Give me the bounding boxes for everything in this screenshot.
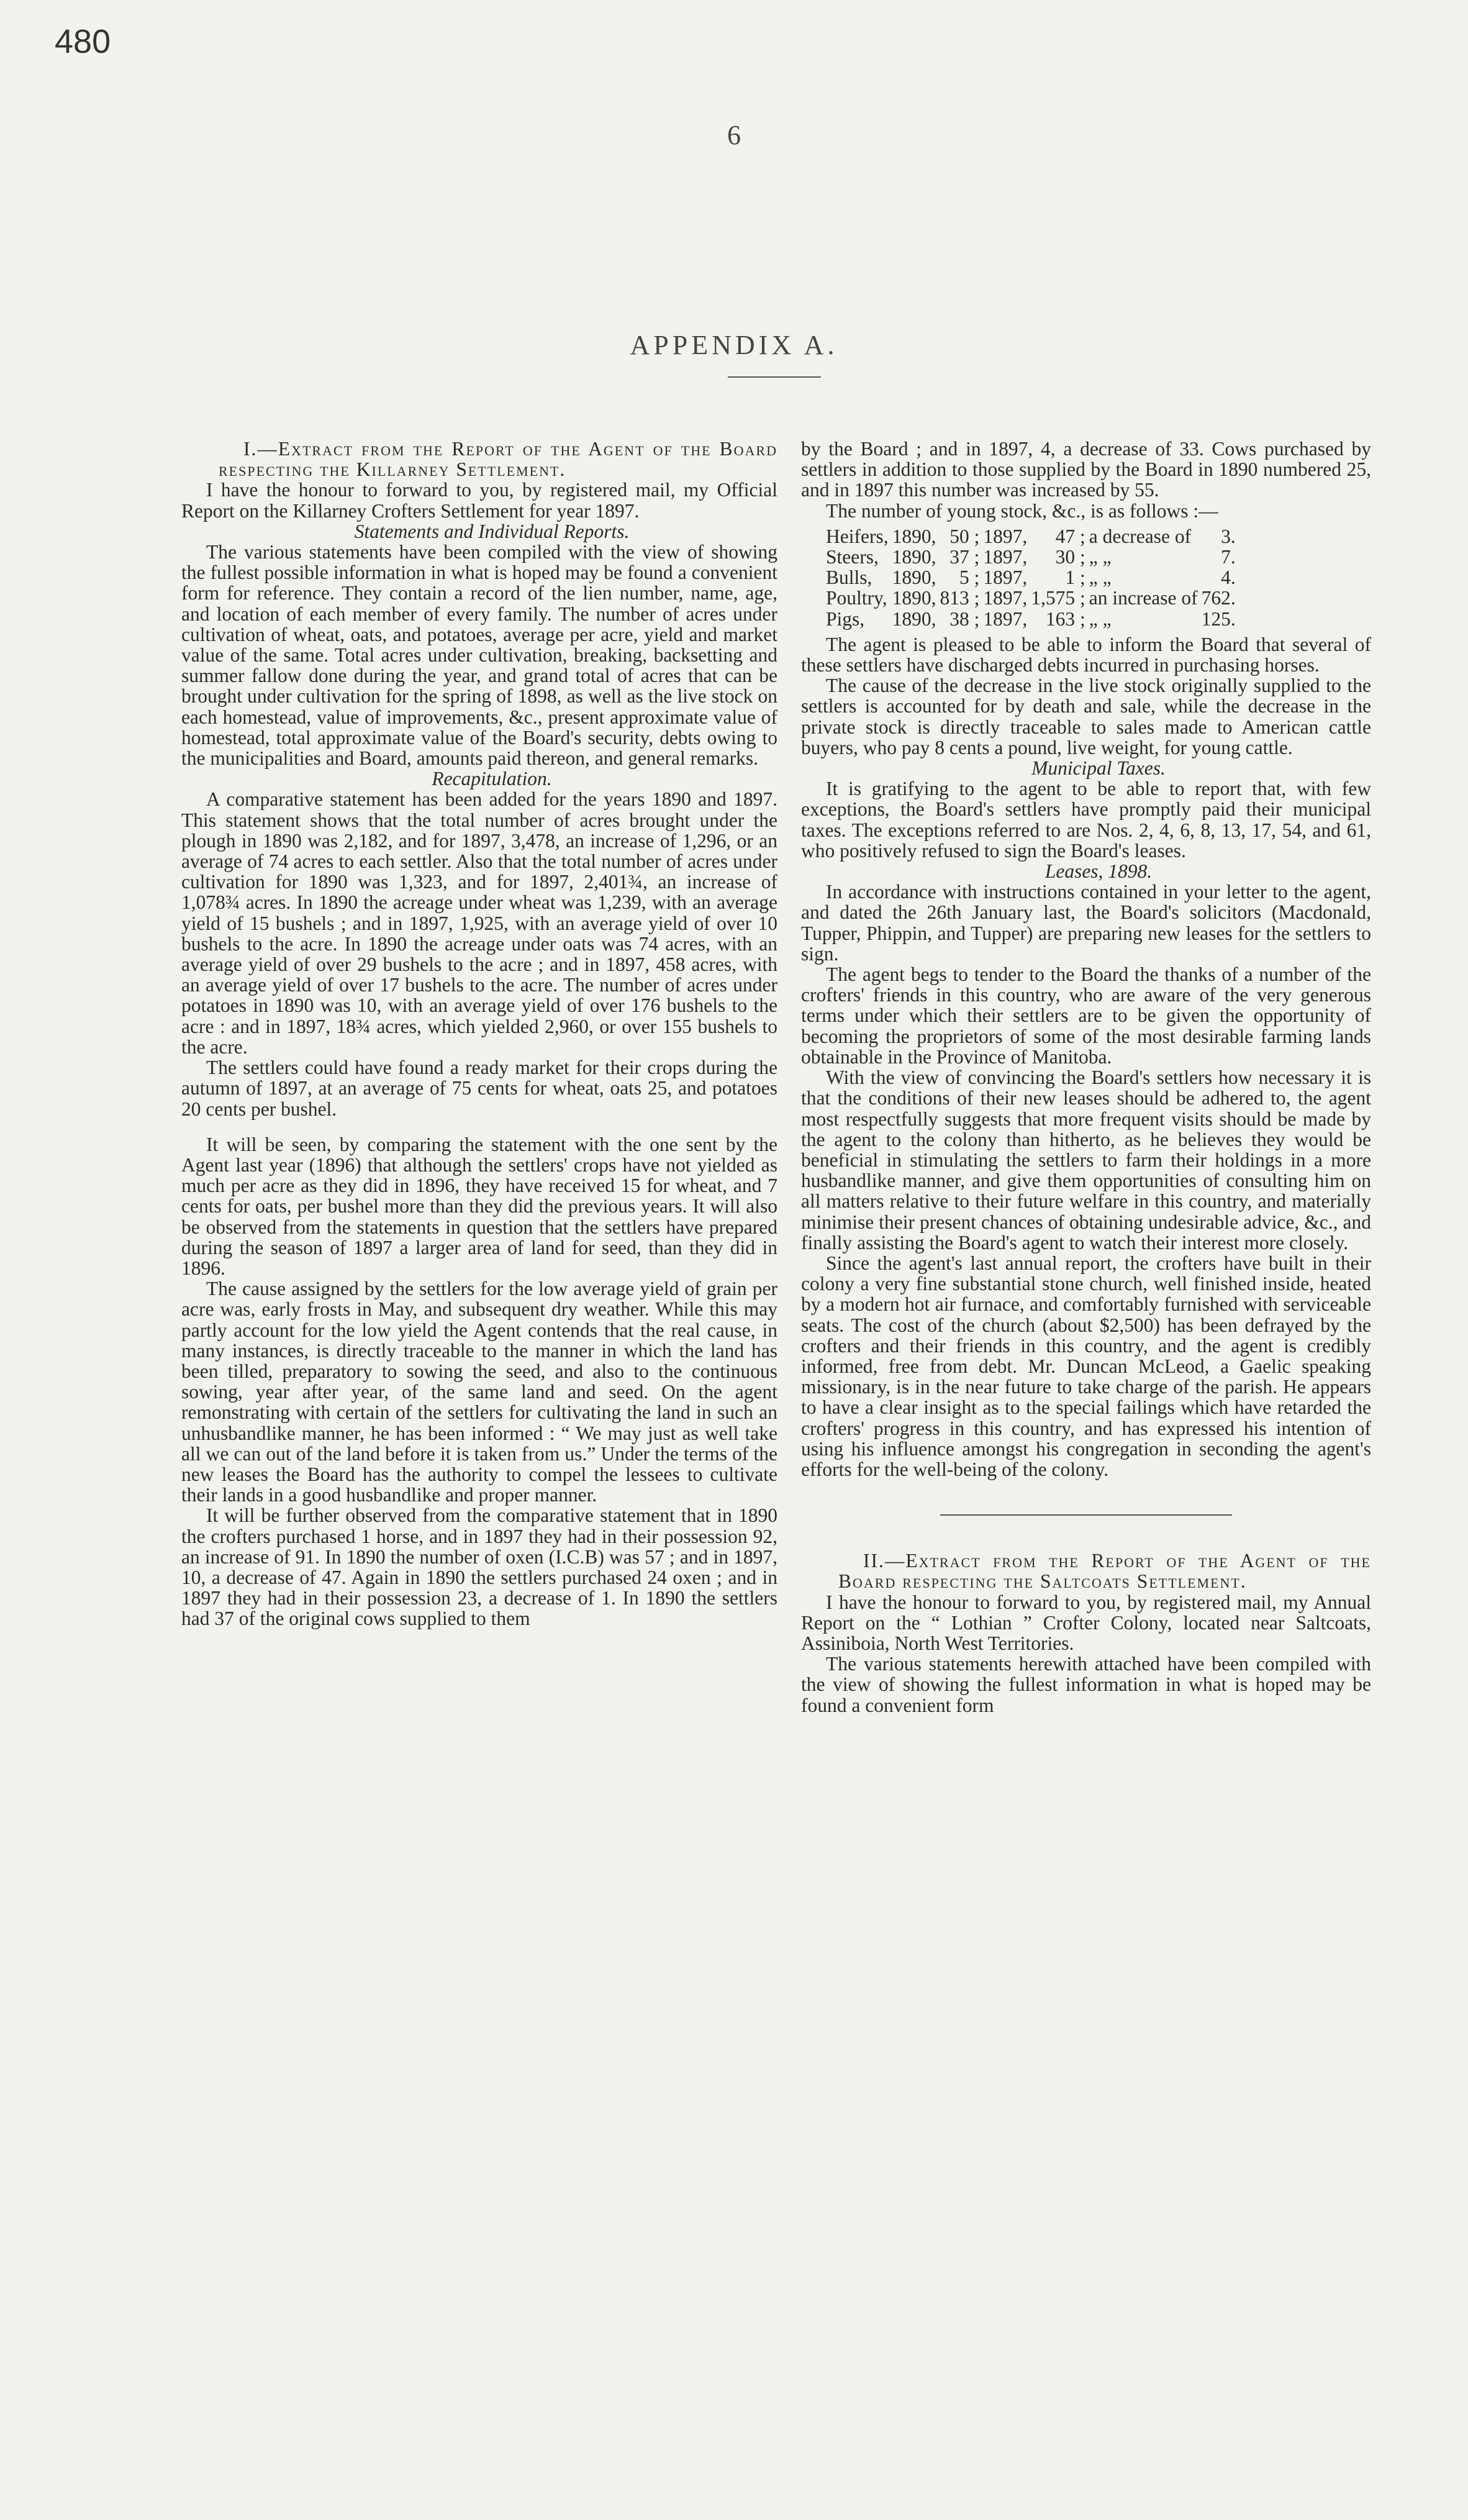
young-stock-row [826,567,1239,588]
paragraph-thanks: The agent begs to tender to the Board the thanks of a number of the crofters' friends in this country, who are aware of the very generous terms under which their settlers are to be given the opportunity of becoming the proprietors of some of the most desirable farming lands obtainable in the Province of Manitoba. [801,963,1371,1068]
paragraph-convince: With the view of convincing the Board's settlers how necessary it is that the conditions of their new leases should be adhered to, the agent most respectfully suggests that more frequent visits should be made by the agent to the colony than hitherto, as he believes they would be beneficial in stimulating the settlers to farm their holdings in a more husbandlike manner, and give them opportunities of consulting him on all matters relative to their future welfare in this country, and materially minimise their present chances of obtaining undesirable advice, &c., and finally assisting the Board's agent to watch their interest more closely. [801,1067,1371,1253]
paragraph-livestock: It will be further observed from the comparative statement that in 1890 the crofters purchased 1 horse, and in 1897 they had in their possession 92, an increase of 91. In 1890 the number of oxen (I.C.B) was 57 ; and in 1897, 10, a decrease of 47. Again in 1890 the settlers purchased 24 oxen ; and in 1897 they had in their possession 23, a decrease of 1. In 1890 the settlers had 37 of the original cows supplied to them [181,1504,777,1630]
young-stock-diff: 3. [1221,525,1236,547]
young-stock-v2: 1 ; [1065,566,1085,589]
paragraph-decrease: The cause of the decrease in the live stock originally supplied to the settlers is accounted for by death and sale, while the decrease in the private stock is directly traceable to sales made to American cattle buyers, who pay 8 cents a pound, live weight, for young cattle. [801,675,1371,758]
young-stock-y2: 1897, [983,566,1028,589]
paragraph-saltcoats: I have the honour to forward to you, by registered mail, my Annual Report on the “ Lothian ” Crofter Colony, located near Saltcoats, Assiniboia, North West Territories. [801,1591,1371,1654]
page-number: 6 [727,120,741,150]
young-stock-v2: 30 ; [1055,546,1085,568]
young-stock-v1: 813 ; [940,587,980,609]
section-heading-killarney: I.—Extract from the Report of the Agent of the Board respecting the Killarney Settlement. [219,438,777,481]
young-stock-change: „ „ [1089,607,1112,630]
paragraph-young-stock: The number of young stock, &c., is as follows :— [826,499,1218,522]
paragraph-leases: In accordance with instructions contained in your letter to the agent, and dated the 26th January last, the Board's solicitors (Macdonald, Tupper, Phippin, and Tupper) are preparing new leases for the settlers to sign. [801,881,1371,965]
young-stock-y1: 1890, [892,566,936,589]
young-stock-v2: 47 ; [1055,525,1085,547]
young-stock-kind: Pigs, [826,607,865,630]
young-stock-diff: 125. [1201,607,1236,630]
paragraph-market: The settlers could have found a ready market for their crops during the autumn of 1897, at an average of 75 cents for wheat, oats 25, and potatoes 20 cents per bushel. [181,1057,777,1120]
young-stock-kind: Bulls, [826,566,872,589]
young-stock-y1: 1890, [892,587,936,609]
young-stock-y2: 1897, [983,525,1028,547]
paragraph-cause: The cause assigned by the settlers for the low average yield of grain per acre was, early frosts in May, and subsequent dry weather. While this may partly account for the low yield the Agent contends that the real cause, in many instances, is directly traceable to the manner in which the land has been tilled, preparatory to sowing the seed, and also to the continuous sowing, year after year, of the same land and seed. On the agent remonstrating with certain of the settlers for cultivating the land in such an unhusbandlike manner, he has been informed : “ We may just as well take all we can out of the land before it is taken from us.” Under the terms of the new leases the Board has the authority to compel the lessees to cultivate their lands in a good husbandlike and proper manner. [181,1278,777,1506]
young-stock-kind: Poultry, [826,587,887,609]
appendix-title: APPENDIX A. [630,330,838,360]
young-stock-v1: 5 ; [959,566,980,589]
young-stock-v1: 37 ; [949,546,980,568]
young-stock-change: an increase of [1089,587,1198,609]
folio-number: 480 [55,23,111,60]
young-stock-change: „ „ [1089,566,1112,589]
young-stock-y1: 1890, [892,607,936,630]
young-stock-y2: 1897, [983,607,1028,630]
paragraph-various: The various statements herewith attached have been compiled with the view of showing the fullest information in what is hoped may be found a convenient form [801,1653,1371,1716]
title-rule [728,376,821,378]
young-stock-kind: Heifers, [826,525,889,547]
young-stock-row [826,609,1239,629]
subheading-statements: Statements and Individual Reports. [354,520,630,542]
section-divider [940,1514,1232,1516]
subheading-municipal-taxes: Municipal Taxes. [1031,757,1166,780]
young-stock-row [826,526,1239,547]
paragraph-taxes: It is gratifying to the agent to be able to report that, with few exceptions, the Board's settlers have promptly paid their municipal taxes. The exceptions referred to are Nos. 2, 4, 6, 8, 13, 17, 54, and 61, who positively refused to sign the Board's leases. [801,778,1371,862]
paragraph-church: Since the agent's last annual report, the crofters have built in their colony a very fine substantial stone church, well finished inside, heated by a modern hot air furnace, and comfortably furnished with serviceable seats. The cost of the church (about $2,500) has been defrayed by the crofters and their friends in this country, and the agent is credibly informed, free from debt. Mr. Duncan McLeod, a Gaelic speaking missionary, is in the near future to take charge of the parish. He appears to have a clear insight as to the special failings which have retarded the crofters' progress in this country, and has expressed his intention of using his influence amongst his congregation in seconding the agent's efforts for the well-being of the colony. [801,1252,1371,1480]
paragraph-comparison: It will be seen, by comparing the statement with the one sent by the Agent last year (1896) that although the settlers' crops have not yielded as much per acre as they did in 1896, they have received 15 for wheat, and 7 cents for oats, per bushel more than they did the previous years. It will also be observed from the statements in question that the settlers have prepared during the season of 1897 a larger area of land for seed, than they did in 1896. [181,1133,777,1279]
young-stock-y2: 1897, [983,546,1028,568]
paragraph-debts: The agent is pleased to be able to inform the Board that several of these settlers have discharged debts incurred in purchasing horses. [801,633,1371,676]
young-stock-kind: Steers, [826,546,879,568]
young-stock-v1: 38 ; [949,607,980,630]
young-stock-row [826,547,1239,567]
young-stock-diff: 762. [1201,587,1236,609]
young-stock-change: a decrease of [1089,525,1192,547]
young-stock-v1: 50 ; [949,525,980,547]
spacer [181,1119,777,1134]
young-stock-diff: 4. [1221,566,1236,589]
paragraph-intro: I have the honour to forward to you, by registered mail, my Official Report on the Killarney Crofters Settlement for year 1897. [181,479,777,522]
right-column [801,439,1371,1716]
subheading-recapitulation: Recapitulation. [432,768,552,790]
section-heading-saltcoats: II.—Extract from the Report of the Agent of the Board respecting the Saltcoats Settlement. [838,1550,1371,1593]
subheading-leases: Leases, 1898. [1044,860,1153,883]
young-stock-v2: 163 ; [1045,607,1085,630]
young-stock-diff: 7. [1221,546,1236,568]
left-column [181,439,777,1629]
paragraph-recapitulation: A comparative statement has been added for the years 1890 and 1897. This statement shows that the total number of acres brought under the plough in 1890 was 2,182, and for 1897, 3,478, an increase of 1,296, or an average of 74 acres to each settler. Also that the total number of acres under cultivation for 1890 was 1,323, and for 1897, 2,401¾, an increase of 1,078¾ acres. In 1890 the acreage under wheat was 1,239, with an average yield of 15 bushels ; and in 1897, 1,925, with an average yield of over 10 bushels to the acre. In 1890 the acreage under oats was 74 acres, with an average yield of over 29 bushels to the acre ; and in 1897, 458 acres, with an average yield of over 17 bushels to the acre. The number of acres under potatoes in 1890 was 10, with an average yield of over 176 bushels to the acre : and in 1897, 18¾ acres, which yielded 2,960, or over 155 bushels to the acre. [181,788,777,1058]
young-stock-table [826,526,1239,629]
young-stock-row [826,588,1239,608]
young-stock-y1: 1890, [892,525,936,547]
young-stock-v2: 1,575 ; [1031,587,1085,609]
paragraph-statements: The various statements have been compiled with the view of showing the fullest possible information in what is hoped may be found a convenient form for reference. They contain a record of the lien number, name, age, and location of each member of every family. The number of acres under cultivation of wheat, oats, and potatoes, average per acre, yield and market value of the same. Total acres under cultivation, breaking, backsetting and summer fallow done during the year, and grand total of acres that can be brought under cultivation for the spring of 1898, as well as the live stock on each homestead, value of improvements, &c., present approximate value of homestead, total approximate value of the Board's security, debts owing to the municipalities and Board, amounts paid thereon, and general remarks. [181,541,777,770]
young-stock-y1: 1890, [892,546,936,568]
young-stock-y2: 1897, [983,587,1028,609]
paragraph-continued: by the Board ; and in 1897, 4, a decrease of 33. Cows purchased by settlers in addition to those supplied by the Board in 1890 numbered 25, and in 1897 this number was increased by 55. [801,438,1371,501]
young-stock-change: „ „ [1089,546,1112,568]
